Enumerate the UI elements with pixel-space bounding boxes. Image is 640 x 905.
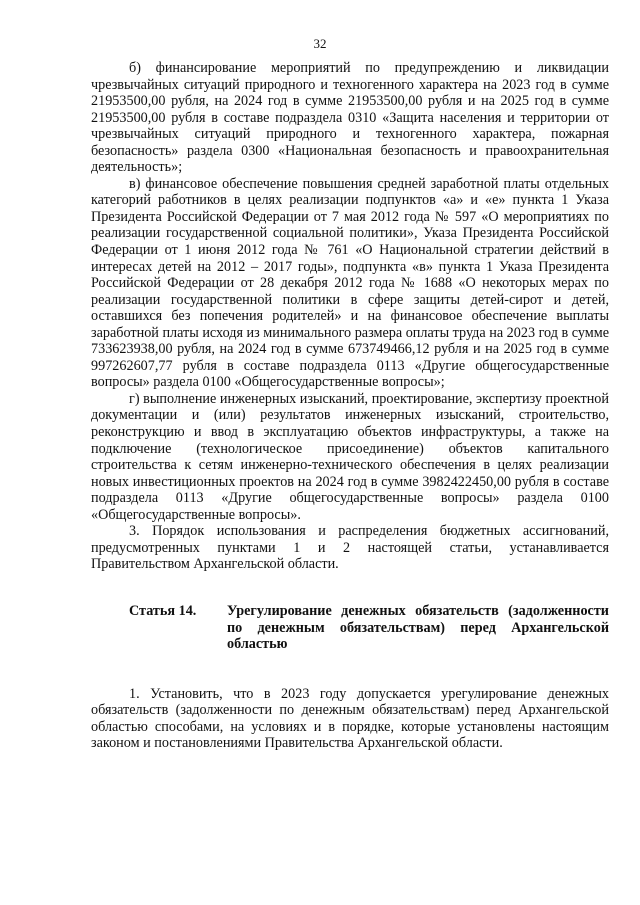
article-heading (91, 603, 609, 653)
document-body (91, 60, 609, 752)
paragraph-item-3: 3. Порядок использования и распределения бюджетных ассигнований, предусмотренных пунктами 1 и 2 настоящей статьи, устанавливается Правительством Архангельской области. (91, 523, 609, 573)
paragraph-item-b: б) финансирование мероприятий по предупреждению и ликвидации чрезвычайных ситуаций природного и техногенного характера на 2023 год в сумме 21953500,00 рубля, на 2024 год в сумме 21953500,00 рубля и на 2025 год в сумме 21953500,00 рубля в составе подраздела 0310 «Защита населения и территории от чрезвычайных ситуаций природного и техногенного характера, пожарная безопасность» раздела 0300 «Национальная безопасность и правоохранительная деятельность»; (91, 60, 609, 176)
article-title: Урегулирование денежных обязательств (задолженности по денежным обязательствам) перед Архангельской областью (227, 602, 609, 653)
paragraph-item-v: в) финансовое обеспечение повышения средней заработной платы отдельных категорий работников в целях реализации подпунктов «а» и «е» пункта 1 Указа Президента Российской Федерации от 7 мая 2012 года № 597 «О мероприятиях по реализации государственной социальной политики», Указа Президента Российской Федерации от 1 июня 2012 года № 761 «О Национальной стратегии действий в интересах детей на 2012 – 2017 годы», подпункта «в» пункта 1 Указа Президента Российской Федерации от 28 декабря 2012 года № 1688 «О некоторых мерах по реализации государственной политики в сфере защиты детей-сирот и детей, оставшихся без попечения родителей» и на финансовое обеспечение выплаты заработной платы исходя из минимального размера оплаты труда на 2023 год в сумме 733623938,00 рубля, на 2024 год в сумме 673749466,12 рубля и на 2025 год в сумме 997262607,77 рубля в составе подраздела 0113 «Другие общегосударственные вопросы» раздела 0100 «Общегосударственные вопросы»; (91, 175, 610, 391)
page-number: 32 (313, 36, 327, 51)
article-number: Статья 14. (129, 602, 197, 619)
paragraph-item-g: г) выполнение инженерных изысканий, проектирование, экспертизу проектной документации и (или) результатов инженерных изысканий, строительство, реконструкцию и ввод в эксплуатацию объектов инфраструктуры, а также на подключение (технологическое присоединение) объектов капитального строительства к сетям инженерно-технического обеспечения в целях реализации новых инвестиционных проектов на 2024 год в сумме 3982422450,00 рубля в составе подраздела 0113 «Другие общегосударственные вопросы» раздела 0100 «Общегосударственные вопросы». (91, 390, 609, 523)
article-paragraph-1: 1. Установить, что в 2023 году допускается урегулирование денежных обязательств (задолженности по денежным обязательствам) перед Архангельской областью способами, на условиях и в порядке, которые установлены настоящим законом и постановлениями Правительства Архангельской области. (91, 685, 609, 752)
